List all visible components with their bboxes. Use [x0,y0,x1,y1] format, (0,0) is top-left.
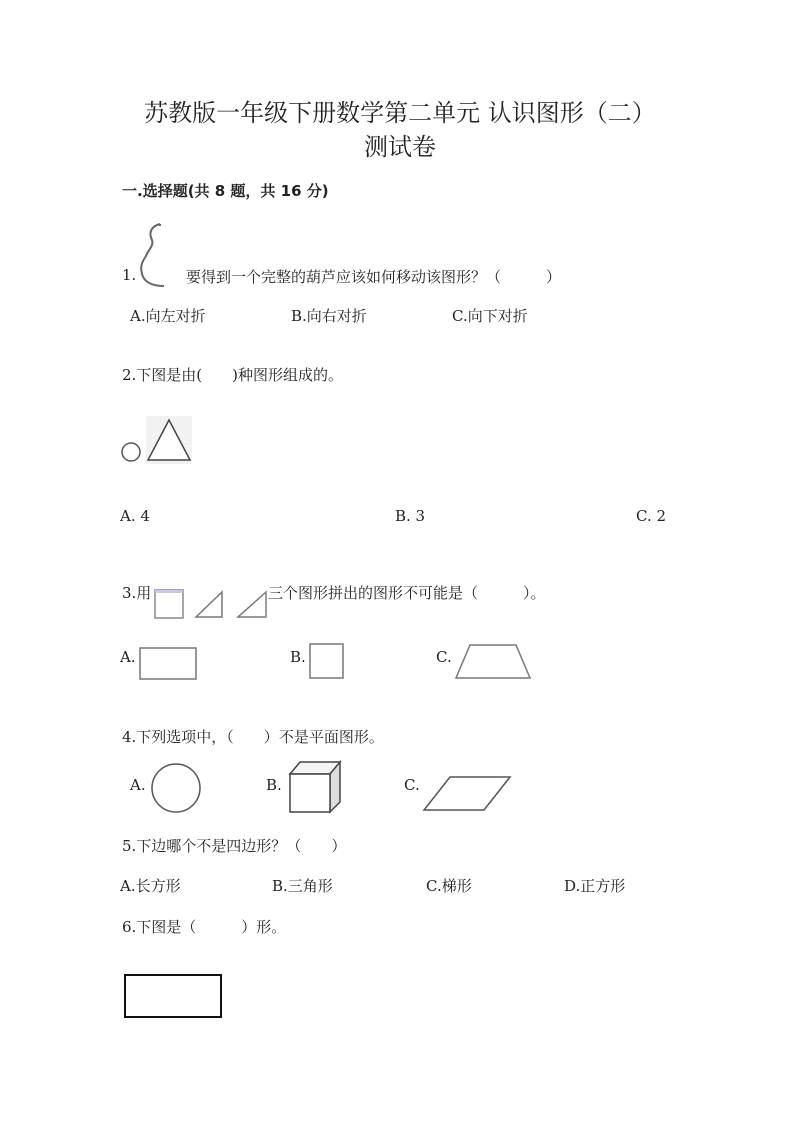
q1-option-c[interactable]: C.向下对折 [452,307,528,325]
three-shapes-figure [152,586,272,622]
question-4-text: 4.下列选项中，（ ）不是平面图形。 [122,728,384,746]
question-1-number: 1. [122,266,137,284]
question-6-text: 6.下图是（ ）形。 [122,918,287,936]
q5-option-d[interactable]: D.正方形 [564,877,626,895]
q2-option-a[interactable]: A. 4 [120,507,150,525]
q3-option-b-square [308,642,346,680]
q3-option-c[interactable]: C. [436,648,452,666]
half-gourd-figure [134,222,174,292]
page-title-line1: 苏教版一年级下册数学第二单元 认识图形（二） [144,99,656,127]
q3-option-c-trapezoid [454,642,534,682]
section-heading: 一.选择题(共 8 题，共 16 分) [122,182,329,200]
q3-option-b[interactable]: B. [290,648,306,666]
q2-option-c[interactable]: C. 2 [636,507,667,525]
question-5-text: 5.下边哪个不是四边形？（ ） [122,837,347,855]
circle-triangle-figure [118,416,194,466]
q6-rectangle-figure [124,974,224,1020]
q4-option-b[interactable]: B. [266,776,282,794]
q5-option-a[interactable]: A.长方形 [120,877,181,895]
question-2-text: 2.下图是由( )种图形组成的。 [122,366,344,384]
q4-option-c[interactable]: C. [404,776,420,794]
q1-option-b[interactable]: B.向右对折 [291,307,367,325]
question-3-text: 三个图形拼出的图形不可能是（ ）。 [268,584,546,602]
question-1-text: 要得到一个完整的葫芦应该如何移动该图形？（ ） [186,268,562,286]
q4-option-c-parallelogram [422,774,514,814]
q3-option-a-rectangle [138,646,198,682]
page-title-line2: 测试卷 [364,133,436,161]
q3-option-a[interactable]: A. [120,648,136,666]
q5-option-c[interactable]: C.梯形 [426,877,472,895]
q4-option-a[interactable]: A. [130,776,146,794]
q4-option-b-cube [286,760,342,814]
q1-option-a[interactable]: A.向左对折 [130,307,206,325]
q5-option-b[interactable]: B.三角形 [272,877,333,895]
question-3-number: 3.用 [122,584,152,602]
q4-option-a-circle [150,762,204,814]
q2-option-b[interactable]: B. 3 [395,507,426,525]
